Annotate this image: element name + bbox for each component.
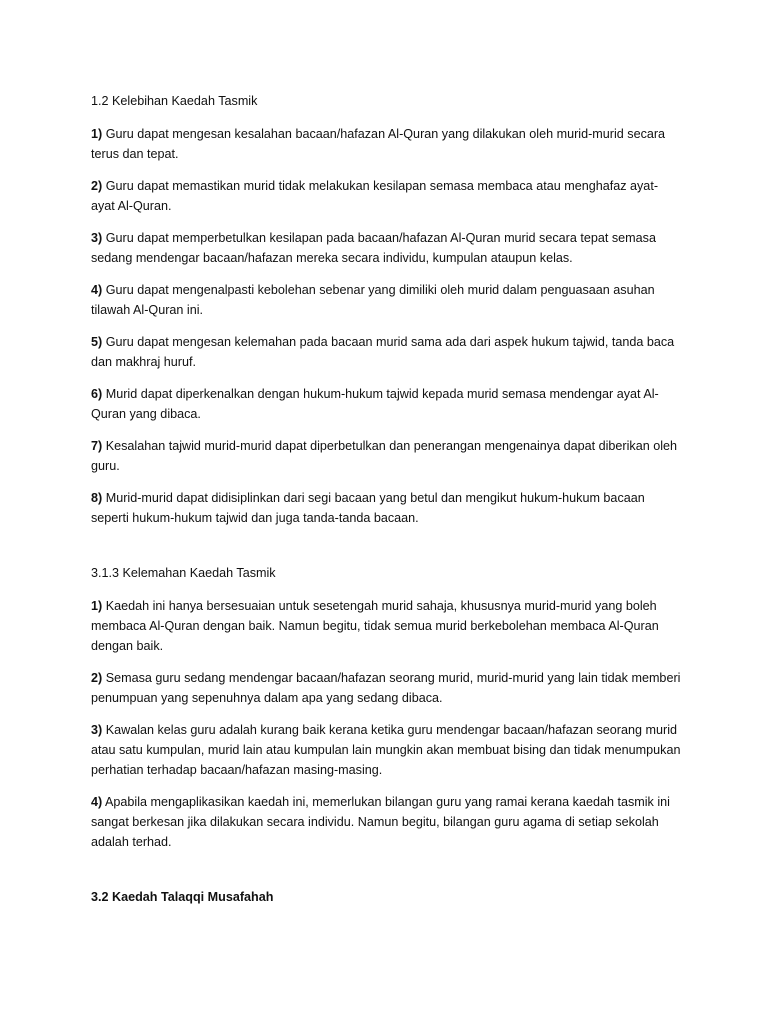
item-number: 4)	[91, 795, 103, 809]
item-text: Kaedah ini hanya bersesuaian untuk sesetengah murid sahaja, khususnya murid-murid yang boleh membaca Al-Quran dengan baik. Namun begitu, tidak semua murid berkebolehan membaca Al-Quran dengan baik.	[91, 599, 659, 653]
list-item	[91, 384, 681, 424]
item-text: Guru dapat mengesan kesalahan bacaan/hafazan Al-Quran yang dilakukan oleh murid-murid secara terus dan tepat.	[91, 127, 666, 161]
item-number: 4)	[91, 283, 103, 297]
list-item	[91, 720, 681, 780]
item-text: Semasa guru sedang mendengar bacaan/hafazan seorang murid, murid-murid yang lain tidak memberi penumpuan yang sepenuhnya dalam apa yang sedang dibaca.	[91, 671, 681, 705]
document-content	[91, 91, 681, 907]
list-item	[91, 228, 681, 268]
item-text: Guru dapat memperbetulkan kesilapan pada bacaan/hafazan Al-Quran murid secara tepat semasa sedang mendengar bacaan/hafazan mereka secara individu, kumpulan ataupun kelas.	[91, 231, 656, 265]
section-heading-kelemahan: 3.1.3 Kelemahan Kaedah Tasmik	[91, 566, 276, 580]
list-item	[91, 596, 681, 656]
item-number: 2)	[91, 179, 103, 193]
list-item	[91, 280, 681, 320]
list-item	[91, 792, 681, 852]
item-number: 2)	[91, 671, 103, 685]
list-item	[91, 488, 681, 528]
item-number: 1)	[91, 599, 103, 613]
item-text: Guru dapat mengesan kelemahan pada bacaan murid sama ada dari aspek hukum tajwid, tanda baca dan makhraj huruf.	[91, 335, 675, 369]
item-text: Kesalahan tajwid murid-murid dapat diperbetulkan dan penerangan mengenainya dapat diberikan oleh guru.	[91, 439, 678, 473]
section-heading-talaqqi: 3.2 Kaedah Talaqqi Musafahah	[91, 890, 274, 904]
item-text: Apabila mengaplikasikan kaedah ini, memerlukan bilangan guru yang ramai kerana kaedah tasmik ini sangat berkesan jika dilakukan secara individu. Namun begitu, bilangan guru agama di setiap sekolah adalah terhad.	[91, 795, 670, 849]
item-text: Guru dapat memastikan murid tidak melakukan kesilapan semasa membaca atau menghafaz ayat-ayat Al-Quran.	[91, 179, 659, 213]
item-number: 1)	[91, 127, 103, 141]
item-number: 5)	[91, 335, 103, 349]
item-text: Murid dapat diperkenalkan dengan hukum-hukum tajwid kepada murid semasa mendengar ayat Al-Quran yang dibaca.	[91, 387, 659, 421]
item-number: 8)	[91, 491, 103, 505]
list-item	[91, 176, 681, 216]
list-item	[91, 436, 681, 476]
item-text: Kawalan kelas guru adalah kurang baik kerana ketika guru mendengar bacaan/hafazan seorang murid atau satu kumpulan, murid lain atau kumpulan lain mungkin akan membuat bising dan tidak menumpukan perhatian terhadap bacaan/hafazan masing-masing.	[91, 723, 681, 777]
list-item	[91, 332, 681, 372]
section-heading-kelebihan: 1.2 Kelebihan Kaedah Tasmik	[91, 94, 258, 108]
item-number: 6)	[91, 387, 103, 401]
item-text: Murid-murid dapat didisiplinkan dari segi bacaan yang betul dan mengikut hukum-hukum bacaan seperti hukum-hukum tajwid dan juga tanda-tanda bacaan.	[91, 491, 645, 525]
list-item	[91, 124, 681, 164]
item-text: Guru dapat mengenalpasti kebolehan sebenar yang dimiliki oleh murid dalam penguasaan asuhan tilawah Al-Quran ini.	[91, 283, 655, 317]
item-number: 3)	[91, 231, 103, 245]
item-number: 7)	[91, 439, 103, 453]
item-number: 3)	[91, 723, 103, 737]
list-item	[91, 668, 681, 708]
